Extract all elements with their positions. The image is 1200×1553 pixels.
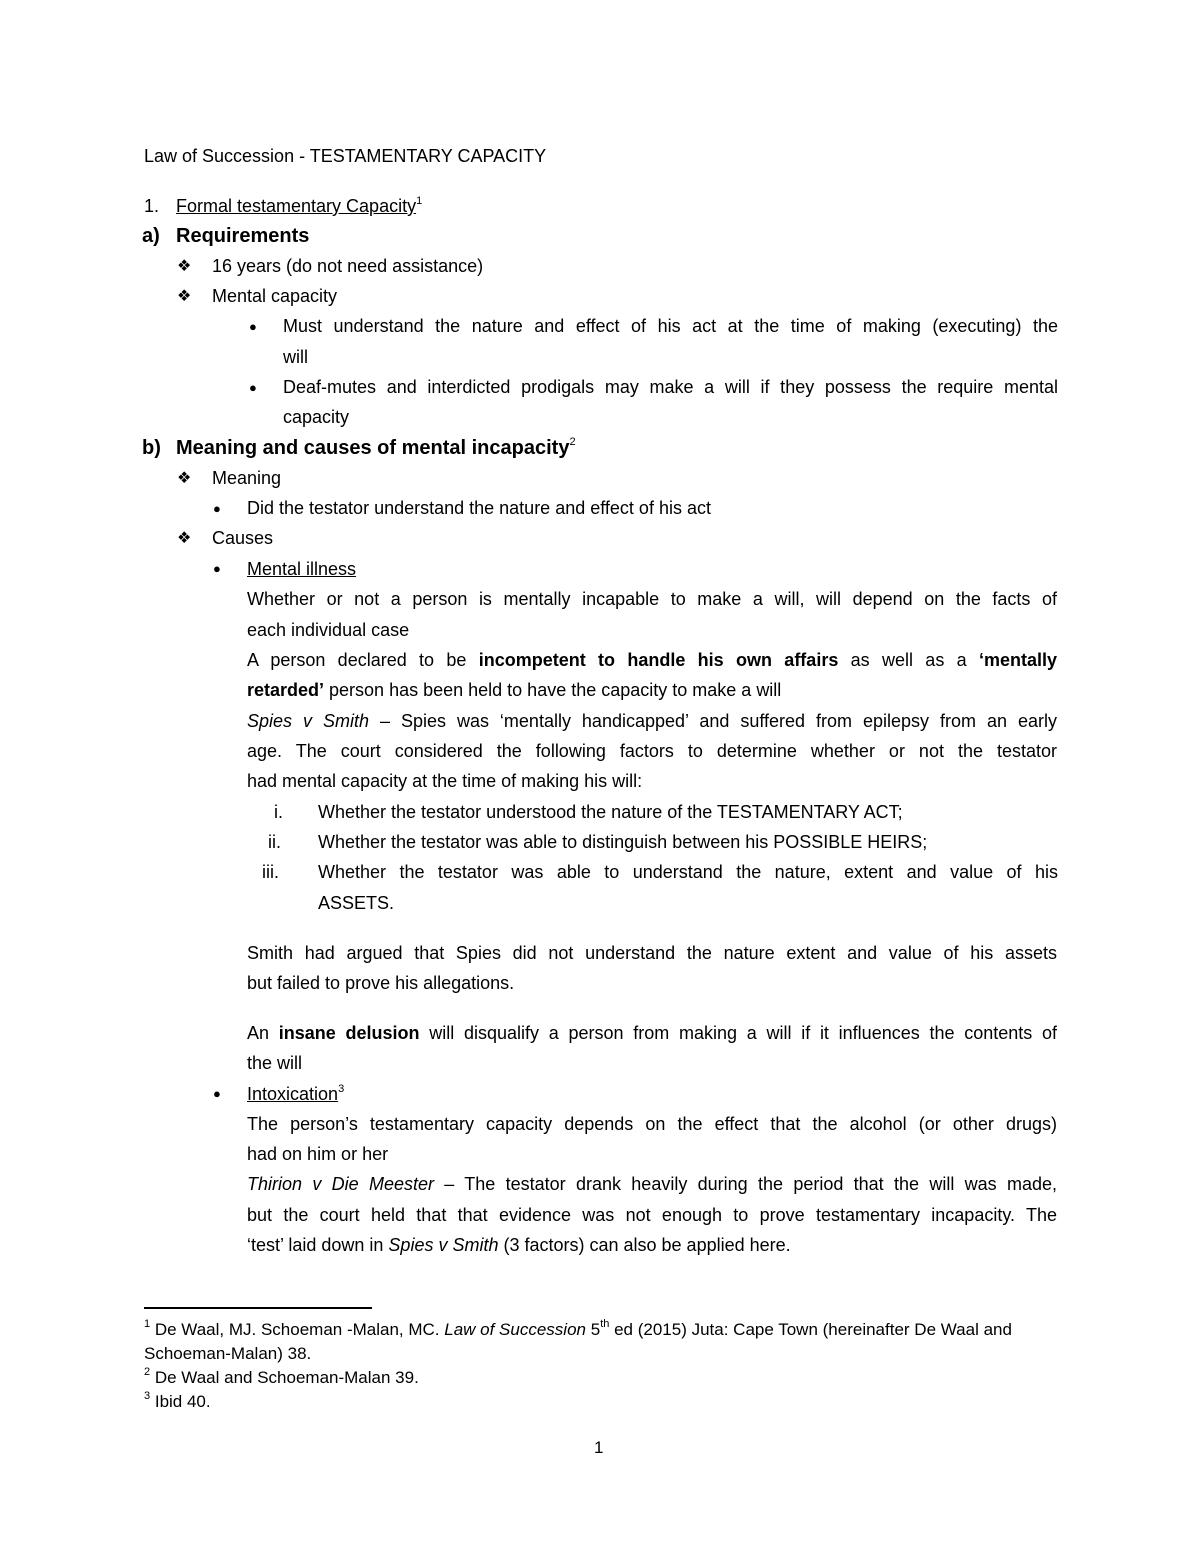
factor-1-number: i. — [274, 802, 283, 822]
text-run: Ibid 40. — [150, 1392, 211, 1411]
case-text-line: age. The court considered the following factors to determine whether or not the testator — [247, 741, 1057, 761]
diamond-bullet-icon: ❖ — [177, 470, 192, 487]
case-name: Spies v Smith — [247, 711, 369, 731]
smith-argument-cont: but failed to prove his allegations. — [247, 973, 515, 993]
intoxication-heading-text: Intoxication — [247, 1084, 339, 1104]
bullet-icon: ● — [249, 319, 257, 334]
bullet-text: Must understand the nature and effect of his act at the time of making (executing) the — [283, 316, 1058, 336]
factor-1-text: Whether the testator understood the nature of the TESTAMENTARY ACT; — [318, 802, 903, 822]
page-number: 1 — [594, 1438, 604, 1457]
mental-illness-para2-cont — [247, 678, 781, 702]
section-1-heading — [176, 194, 422, 218]
mental-illness-heading: Mental illness — [247, 559, 357, 579]
case-thirion-v-die-meester — [247, 1172, 1057, 1196]
subsection-b-heading — [176, 436, 576, 460]
text-run: A person declared to be — [247, 650, 479, 670]
text-run: (3 factors) can also be applied here. — [498, 1235, 791, 1255]
diamond-bullet-icon: ❖ — [177, 530, 192, 547]
footnote-3 — [144, 1390, 211, 1414]
mental-illness-para1-cont: each individual case — [247, 620, 410, 640]
emphasis-text: ‘mentally — [978, 650, 1057, 670]
mental-illness-para1: Whether or not a person is mentally incapable to make a will, will depend on the facts of — [247, 589, 1057, 609]
emphasis-text: incompetent to handle his own affairs — [478, 650, 839, 670]
footnote-ref-1: 1 — [416, 195, 423, 207]
text-run: ‘test’ laid down in — [247, 1235, 389, 1255]
text-run: person has been held to have the capacity to make a will — [324, 680, 782, 700]
case-name: Spies v Smith — [388, 1235, 499, 1255]
meaning-label: Meaning — [212, 468, 282, 488]
text-run: An — [247, 1023, 279, 1043]
text-run: will disqualify a person from making a will if it influences the contents of — [419, 1023, 1057, 1043]
case-spies-v-smith — [247, 709, 1057, 733]
bullet-text: Deaf-mutes and interdicted prodigals may make a will if they possess the require mental — [283, 377, 1058, 397]
case-text-line — [247, 1233, 791, 1257]
subsection-b-label: b) — [142, 437, 161, 459]
intoxication-para1-cont: had on him or her — [247, 1144, 389, 1164]
footnote-2 — [144, 1366, 419, 1390]
mental-illness-para2 — [247, 648, 1057, 672]
footnote-1-cont: Schoeman-Malan) 38. — [144, 1344, 312, 1363]
footnote-number: 2 — [144, 1366, 151, 1379]
footnote-separator — [144, 1307, 372, 1309]
subsection-a-heading: Requirements — [176, 225, 310, 247]
text-run: 5 — [586, 1320, 601, 1339]
section-1-heading-text: Formal testamentary Capacity — [176, 196, 417, 216]
diamond-bullet-icon: ❖ — [177, 288, 192, 305]
text-run: – Spies was ‘mentally handicapped’ and suffered from epilepsy from an early — [368, 711, 1057, 731]
emphasis-text: insane delusion — [278, 1023, 420, 1043]
case-text-line: had mental capacity at the time of making his will: — [247, 771, 643, 791]
emphasis-text: retarded’ — [247, 680, 325, 700]
text-run: – The testator drank heavily during the period that the will was made, — [433, 1174, 1057, 1194]
footnote-1 — [144, 1318, 1012, 1342]
bullet-icon: ● — [213, 1086, 221, 1101]
subsection-b-heading-text: Meaning and causes of mental incapacity — [176, 437, 570, 459]
factor-2-text: Whether the testator was able to distinguish between his POSSIBLE HEIRS; — [318, 832, 928, 852]
footnote-number: 1 — [144, 1318, 151, 1331]
diamond-bullet-icon: ❖ — [177, 258, 192, 275]
bullet-icon: ● — [213, 561, 221, 576]
requirement-age: 16 years (do not need assistance) — [212, 256, 484, 276]
text-run: De Waal, MJ. Schoeman -Malan, MC. — [150, 1320, 445, 1339]
footnote-ref-3: 3 — [338, 1083, 345, 1095]
factor-3-text-cont: ASSETS. — [318, 893, 395, 913]
bullet-icon: ● — [249, 380, 257, 395]
case-text-line: but the court held that that evidence was not enough to prove testamentary incapacity. The — [247, 1205, 1057, 1225]
case-name: Thirion v Die Meester — [247, 1174, 434, 1194]
insane-delusion-para-cont: the will — [247, 1053, 303, 1073]
factor-3-text: Whether the testator was able to understand the nature, extent and value of his — [318, 862, 1058, 882]
causes-label: Causes — [212, 528, 274, 548]
document-title: Law of Succession - TESTAMENTARY CAPACITY — [144, 146, 547, 166]
footnote-number: 3 — [144, 1390, 151, 1403]
smith-argument: Smith had argued that Spies did not understand the nature extent and value of his assets — [247, 943, 1057, 963]
book-title: Law of Succession — [444, 1320, 586, 1339]
section-1-number: 1. — [144, 196, 160, 216]
footnote-ref-2: 2 — [569, 436, 576, 449]
text-run: ed (2015) Juta: Cape Town (hereinafter De Waal and — [609, 1320, 1012, 1339]
intoxication-heading — [247, 1082, 344, 1106]
intoxication-para1: The person’s testamentary capacity depends on the effect that the alcohol (or other drugs) — [247, 1114, 1057, 1134]
meaning-bullet-text: Did the testator understand the nature and effect of his act — [247, 498, 711, 518]
text-run: De Waal and Schoeman-Malan 39. — [150, 1368, 419, 1387]
text-run: as well as a — [838, 650, 979, 670]
bullet-text-cont: capacity — [283, 407, 350, 427]
requirement-mental-capacity: Mental capacity — [212, 286, 338, 306]
factor-3-number: iii. — [262, 862, 279, 882]
subsection-a-label: a) — [142, 225, 160, 247]
factor-2-number: ii. — [268, 832, 281, 852]
ordinal-suffix: th — [600, 1318, 610, 1331]
bullet-text-cont: will — [283, 347, 308, 367]
insane-delusion-para — [247, 1021, 1057, 1045]
bullet-icon: ● — [213, 501, 221, 516]
